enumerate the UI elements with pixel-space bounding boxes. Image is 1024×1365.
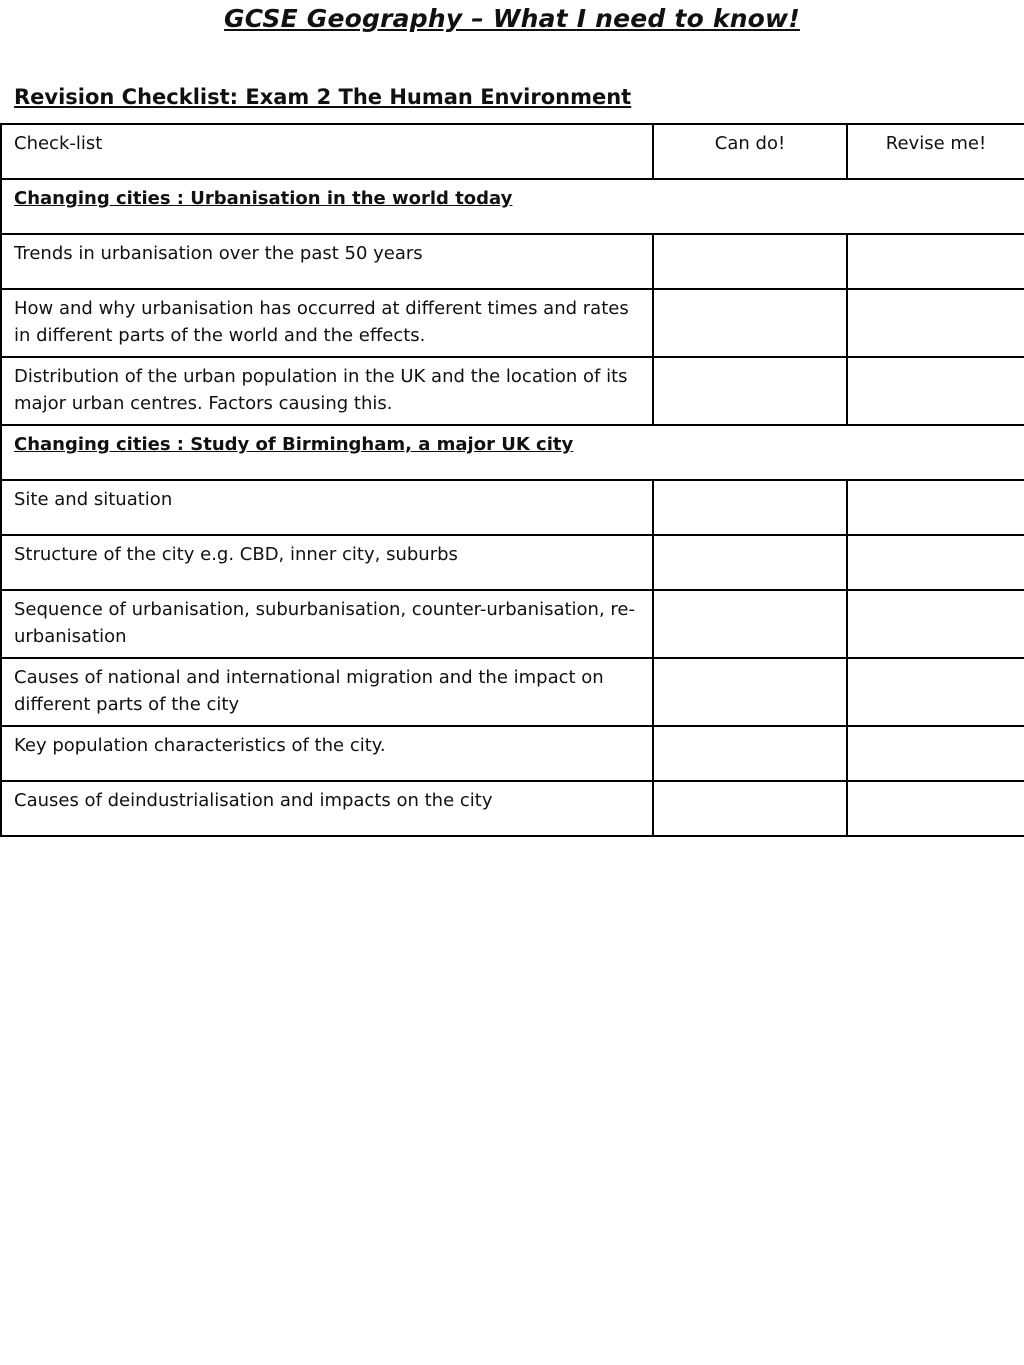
- can-do-cell[interactable]: [653, 781, 847, 836]
- can-do-cell[interactable]: [653, 480, 847, 535]
- can-do-cell[interactable]: [653, 357, 847, 425]
- revise-me-cell[interactable]: [847, 234, 1024, 289]
- can-do-cell[interactable]: [653, 726, 847, 781]
- checklist-item: Site and situation: [1, 480, 653, 535]
- section-heading-birmingham: Changing cities : Study of Birmingham, a major UK city: [1, 425, 1024, 480]
- checklist-item: Sequence of urbanisation, suburbanisation, counter-urbanisation, re-urbanisation: [1, 590, 653, 658]
- revise-me-cell[interactable]: [847, 590, 1024, 658]
- page-title: GCSE Geography – What I need to know!: [224, 4, 800, 33]
- header-can-do: Can do!: [653, 124, 847, 179]
- can-do-cell[interactable]: [653, 658, 847, 726]
- can-do-cell[interactable]: [653, 289, 847, 357]
- can-do-cell[interactable]: [653, 535, 847, 590]
- can-do-cell[interactable]: [653, 234, 847, 289]
- checklist-item: Key population characteristics of the city.: [1, 726, 653, 781]
- table-row: [1, 658, 1024, 726]
- section-heading-urbanisation: Changing cities : Urbanisation in the world today: [1, 179, 1024, 234]
- table-row: [1, 781, 1024, 836]
- revise-me-cell[interactable]: [847, 658, 1024, 726]
- checklist-item: Trends in urbanisation over the past 50 years: [1, 234, 653, 289]
- revise-me-cell[interactable]: [847, 781, 1024, 836]
- header-revise-me: Revise me!: [847, 124, 1024, 179]
- checklist-item: Distribution of the urban population in the UK and the location of its major urban centres. Factors causing this.: [1, 357, 653, 425]
- can-do-cell[interactable]: [653, 590, 847, 658]
- checklist-item: How and why urbanisation has occurred at different times and rates in different parts of the world and the effects.: [1, 289, 653, 357]
- table-row: [1, 289, 1024, 357]
- table-row: [1, 234, 1024, 289]
- table-row: [1, 590, 1024, 658]
- revise-me-cell[interactable]: [847, 535, 1024, 590]
- section-heading-row: [1, 425, 1024, 480]
- table-header-row: [1, 124, 1024, 179]
- checklist-item: Structure of the city e.g. CBD, inner city, suburbs: [1, 535, 653, 590]
- revise-me-cell[interactable]: [847, 480, 1024, 535]
- revise-me-cell[interactable]: [847, 726, 1024, 781]
- revise-me-cell[interactable]: [847, 289, 1024, 357]
- checklist-item: Causes of national and international migration and the impact on different parts of the city: [1, 658, 653, 726]
- header-checklist: Check-list: [1, 124, 653, 179]
- section-heading-row: [1, 179, 1024, 234]
- table-row: [1, 357, 1024, 425]
- checklist-item: Causes of deindustrialisation and impacts on the city: [1, 781, 653, 836]
- revision-checklist-table: [0, 123, 1024, 837]
- revise-me-cell[interactable]: [847, 357, 1024, 425]
- checklist-subtitle: Revision Checklist: Exam 2 The Human Environment: [14, 85, 632, 109]
- table-row: [1, 726, 1024, 781]
- table-row: [1, 535, 1024, 590]
- table-row: [1, 480, 1024, 535]
